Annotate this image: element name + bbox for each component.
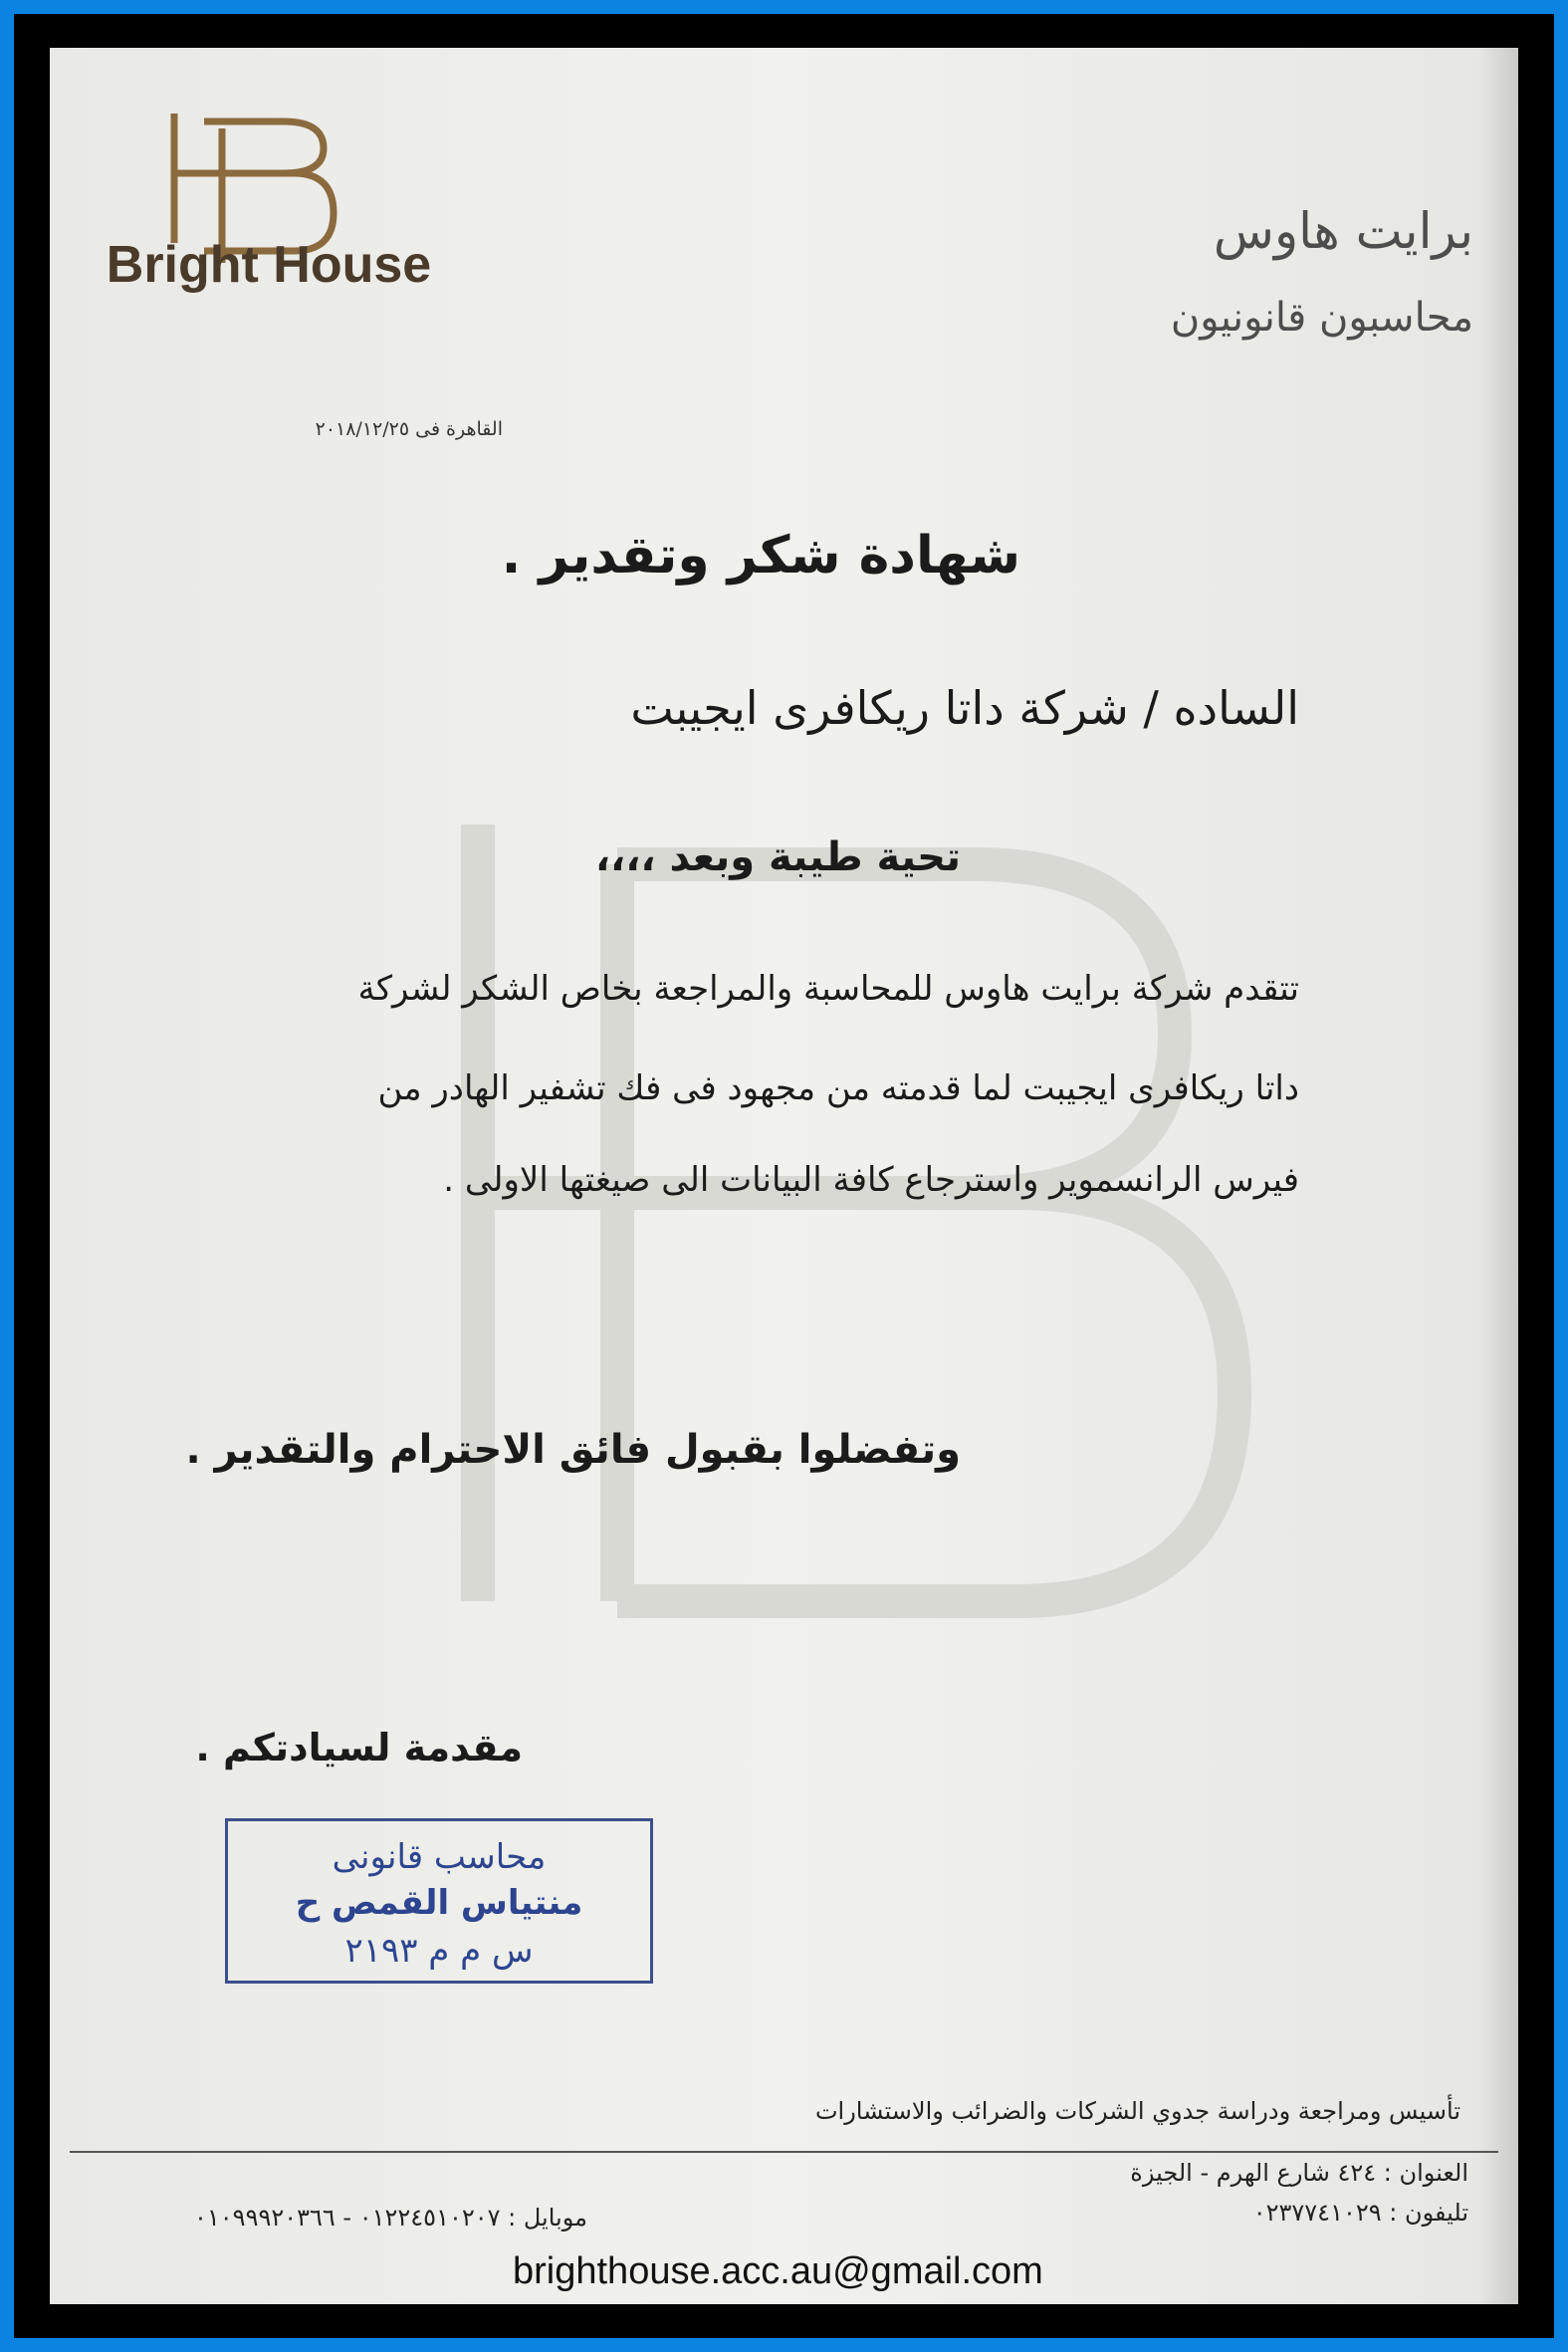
letter-page <box>50 48 1518 2304</box>
stamp-name: منتياس القمص ح <box>295 1883 583 1923</box>
letter-date: القاهرة فى ٢٠١٨/١٢/٢٥ <box>315 418 503 440</box>
paragraph-line: فيرس الرانسموير واسترجاع كافة البيانات الى صيغتها الاولى . <box>443 1160 1299 1200</box>
footer-phone: تليفون : ٠٢٣٧٧٤١٠٢٩ <box>1252 2199 1468 2227</box>
stamp-registration: س م م ٢١٩٣ <box>344 1931 534 1971</box>
paragraph-line: داتا ريكافرى ايجيبت لما قدمته من مجهود فى فك تشفير الهادر من <box>377 1068 1299 1108</box>
letter-closing: وتفضلوا بقبول فائق الاحترام والتقدير . <box>185 1427 961 1473</box>
accountant-stamp <box>225 1818 653 1984</box>
page-shadow <box>1478 48 1518 2304</box>
letter-title: شهادة شكر وتقدير . <box>501 526 1020 586</box>
letter-addressee: الساده / شركة داتا ريكافرى ايجيبت <box>630 681 1299 735</box>
footer-address: العنوان : ٤٢٤ شارع الهرم - الجيزة <box>1130 2159 1468 2187</box>
brand-name-english: Bright House <box>106 236 432 294</box>
footer-mobile: موبايل : ٠١٢٢٤٥١٠٢٠٧ - ٠١٠٩٩٩٢٠٣٦٦ <box>194 2204 587 2232</box>
footer-services: تأسيس ومراجعة ودراسة جدوي الشركات والضرائب والاستشارات <box>814 2097 1460 2125</box>
paragraph-line: تتقدم شركة برايت هاوس للمحاسبة والمراجعة بخاص الشكر لشركة <box>357 969 1299 1009</box>
letter-greeting: تحية طيبة وبعد ،،،، <box>594 834 961 880</box>
hb-watermark-icon <box>418 805 1314 1621</box>
brand-subtitle-arabic: محاسبون قانونيون <box>1170 295 1473 341</box>
footer-email: brighthouse.acc.au@gmail.com <box>513 2250 1043 2292</box>
letter-presented-by: مقدمة لسيادتكم . <box>195 1726 523 1769</box>
footer-divider <box>70 2151 1498 2153</box>
stamp-title: محاسب قانونى <box>332 1837 547 1877</box>
brand-name-arabic: برايت هاوس <box>1213 202 1473 260</box>
